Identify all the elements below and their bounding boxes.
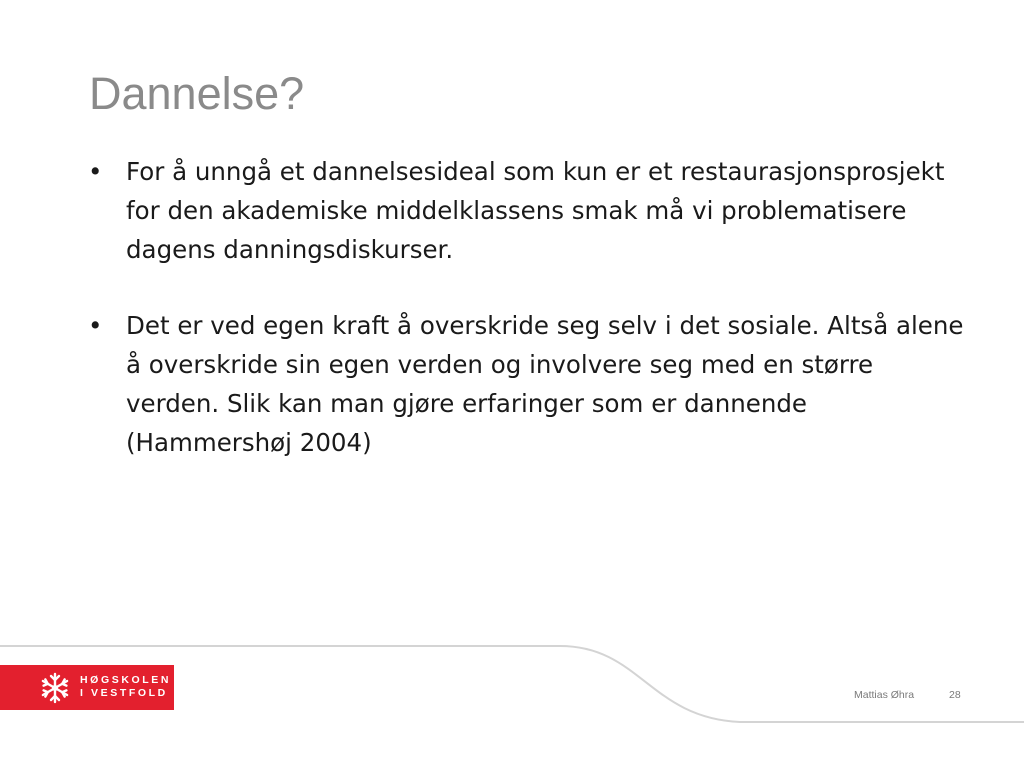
- bullet-text: For å unngå et dannelsesideal som kun er et restaurasjonsprosjekt for den akademiske middelklassens smak må vi problematisere dagens danningsdiskurser.: [126, 157, 945, 264]
- logo-line-1: HØGSKOLEN: [80, 674, 172, 686]
- bullet-text: Det er ved egen kraft å overskride seg selv i det sosiale. Altså alene å overskride sin egen verden og involvere seg med en større verden. Slik kan man gjøre erfaringer som er dannende (Hammershøj 2004): [126, 311, 964, 457]
- bullet-item: [88, 152, 968, 269]
- logo-text: [80, 674, 171, 700]
- footer-author: Mattias Øhra: [854, 689, 915, 701]
- bullet-marker: •: [88, 311, 103, 340]
- snowflake-icon: [38, 671, 72, 705]
- bullet-item: [88, 306, 968, 462]
- bullet-list: [88, 152, 968, 499]
- bullet-marker: •: [88, 157, 103, 186]
- school-logo: [0, 665, 174, 710]
- page-number: 28: [949, 689, 961, 701]
- slide-title: Dannelse?: [89, 68, 305, 119]
- logo-line-2: I VESTFOLD: [80, 687, 168, 699]
